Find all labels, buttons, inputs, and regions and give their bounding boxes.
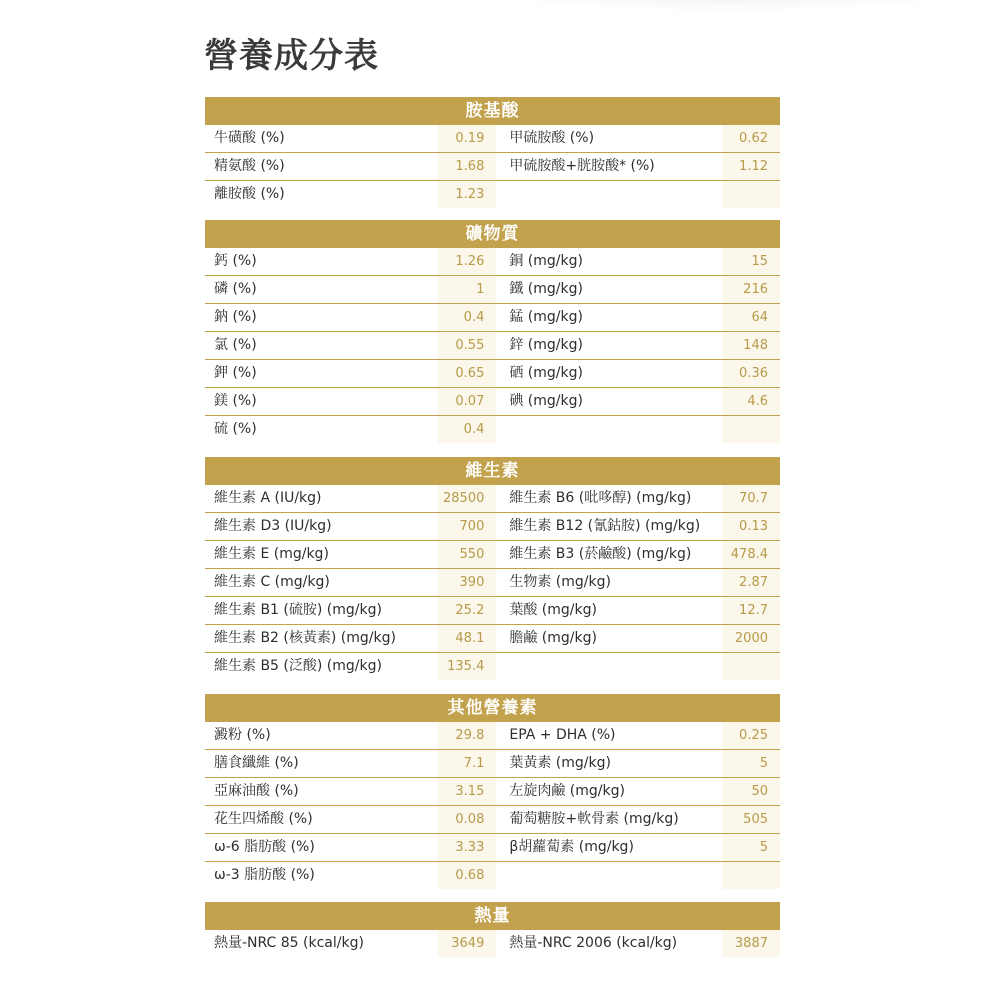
table-row (205, 625, 780, 653)
nutrient-value: 12.7 (722, 597, 780, 624)
table-row (205, 750, 780, 778)
nutrient-value: 216 (722, 276, 780, 303)
nutrient-value: 15 (722, 248, 780, 275)
table-row (205, 248, 780, 276)
nutrient-value: 0.65 (438, 360, 496, 387)
nutrient-label: 鋅 (mg/kg) (509, 337, 583, 353)
nutrient-value: 3887 (722, 930, 780, 957)
nutrient-value: 5 (722, 750, 780, 777)
nutrient-value: 0.4 (438, 304, 496, 331)
section-header-minerals: 礦物質 (205, 220, 780, 248)
table-row (205, 653, 780, 680)
nutrient-label: 鎂 (%) (214, 393, 257, 409)
nutrient-label: EPA + DHA (%) (509, 727, 616, 743)
nutrient-label: 鈣 (%) (214, 253, 257, 269)
nutrient-label: 葉酸 (mg/kg) (509, 602, 597, 618)
nutrient-label: 維生素 D3 (IU/kg) (214, 518, 332, 534)
nutrient-value: 135.4 (438, 653, 496, 680)
nutrient-label: 維生素 B2 (核黃素) (mg/kg) (214, 630, 396, 646)
section-header-others: 其他營養素 (205, 694, 780, 722)
nutrient-label: 維生素 B12 (氰鈷胺) (mg/kg) (509, 518, 701, 534)
nutrient-label: 維生素 B3 (菸鹼酸) (mg/kg) (509, 546, 692, 562)
top-shadow-decoration (470, 0, 990, 12)
nutrient-label (496, 862, 722, 889)
nutrient-label: β胡蘿蔔素 (mg/kg) (509, 839, 634, 855)
table-row (205, 360, 780, 388)
table-row (205, 125, 780, 153)
nutrient-label: 膽鹼 (mg/kg) (509, 630, 597, 646)
nutrient-label: 熱量-NRC 2006 (kcal/kg) (509, 935, 678, 951)
nutrient-label: 硒 (mg/kg) (509, 365, 583, 381)
table-row (205, 485, 780, 513)
table-row (205, 834, 780, 862)
nutrient-label: 甲硫胺酸 (%) (509, 130, 595, 146)
nutrient-label: 維生素 E (mg/kg) (214, 546, 329, 562)
nutrient-label (496, 416, 722, 443)
table-amino (205, 97, 780, 208)
nutrient-value: 50 (722, 778, 780, 805)
nutrient-value (722, 416, 780, 443)
table-row (205, 930, 780, 957)
table-minerals (205, 220, 780, 443)
nutrient-value: 1.23 (438, 181, 496, 208)
nutrient-label: 鈉 (%) (214, 309, 257, 325)
nutrient-value: 1.12 (722, 153, 780, 180)
nutrient-label (496, 653, 722, 680)
nutrient-value: 0.55 (438, 332, 496, 359)
nutrient-value (722, 862, 780, 889)
page-title: 營養成分表 (204, 36, 379, 76)
table-row (205, 332, 780, 360)
nutrient-value: 1.68 (438, 153, 496, 180)
table-row (205, 778, 780, 806)
nutrient-label: 精氨酸 (%) (214, 158, 285, 174)
nutrient-value: 0.68 (438, 862, 496, 889)
table-others (205, 694, 780, 889)
table-row (205, 862, 780, 889)
nutrient-value: 0.36 (722, 360, 780, 387)
section-header-vitamins: 維生素 (205, 457, 780, 485)
table-row (205, 513, 780, 541)
nutrient-value: 70.7 (722, 485, 780, 512)
section-header-energy: 熱量 (205, 902, 780, 930)
nutrient-value: 1 (438, 276, 496, 303)
nutrient-value: 2000 (722, 625, 780, 652)
table-row (205, 388, 780, 416)
nutrient-label: 維生素 B5 (泛酸) (mg/kg) (214, 658, 382, 674)
nutrient-label: 膳食纖維 (%) (214, 755, 299, 771)
nutrient-label: 甲硫胺酸+胱胺酸* (%) (509, 158, 655, 174)
table-row (205, 416, 780, 443)
nutrient-value: 0.13 (722, 513, 780, 540)
nutrient-label: 葉黃素 (mg/kg) (509, 755, 611, 771)
nutrient-label: 碘 (mg/kg) (509, 393, 583, 409)
table-row (205, 541, 780, 569)
nutrient-label (496, 181, 722, 208)
table-row (205, 806, 780, 834)
table-row (205, 569, 780, 597)
table-vitamins (205, 457, 780, 680)
table-row (205, 304, 780, 332)
nutrient-label: ω-6 脂肪酸 (%) (214, 839, 315, 855)
nutrient-value: 0.4 (438, 416, 496, 443)
table-energy (205, 902, 780, 957)
nutrient-value: 0.07 (438, 388, 496, 415)
nutrient-label: 離胺酸 (%) (214, 186, 285, 202)
nutrient-value: 0.62 (722, 125, 780, 152)
nutrient-label: 維生素 C (mg/kg) (214, 574, 330, 590)
nutrient-label: 鐵 (mg/kg) (509, 281, 583, 297)
nutrient-value (722, 653, 780, 680)
table-row (205, 276, 780, 304)
nutrient-label: 維生素 B1 (硫胺) (mg/kg) (214, 602, 382, 618)
nutrient-value: 3649 (438, 930, 496, 957)
nutrient-label: 硫 (%) (214, 421, 257, 437)
nutrient-label: 葡萄糖胺+軟骨素 (mg/kg) (509, 811, 679, 827)
nutrient-value: 148 (722, 332, 780, 359)
nutrient-value: 0.25 (722, 722, 780, 749)
nutrient-value: 28500 (438, 485, 496, 512)
nutrient-value: 0.08 (438, 806, 496, 833)
nutrient-label: 牛磺酸 (%) (214, 130, 285, 146)
nutrient-value: 4.6 (722, 388, 780, 415)
table-row (205, 181, 780, 208)
nutrient-value (722, 181, 780, 208)
nutrient-label: ω-3 脂肪酸 (%) (214, 867, 315, 883)
nutrient-value: 2.87 (722, 569, 780, 596)
nutrient-value: 478.4 (722, 541, 780, 568)
nutrient-value: 29.8 (438, 722, 496, 749)
nutrient-label: 熱量-NRC 85 (kcal/kg) (214, 935, 364, 951)
nutrient-label: 銅 (mg/kg) (509, 253, 583, 269)
nutrient-label: 維生素 B6 (吡哆醇) (mg/kg) (509, 490, 692, 506)
nutrient-value: 0.19 (438, 125, 496, 152)
nutrient-label: 磷 (%) (214, 281, 257, 297)
nutrient-label: 亞麻油酸 (%) (214, 783, 299, 799)
nutrient-value: 550 (438, 541, 496, 568)
nutrient-value: 25.2 (438, 597, 496, 624)
section-header-amino: 胺基酸 (205, 97, 780, 125)
nutrient-value: 48.1 (438, 625, 496, 652)
table-row (205, 153, 780, 181)
nutrient-label: 澱粉 (%) (214, 727, 271, 743)
nutrient-label: 維生素 A (IU/kg) (214, 490, 322, 506)
nutrient-label: 生物素 (mg/kg) (509, 574, 611, 590)
nutrient-label: 錳 (mg/kg) (509, 309, 583, 325)
nutrient-value: 3.33 (438, 834, 496, 861)
nutrient-label: 鉀 (%) (214, 365, 257, 381)
nutrient-value: 5 (722, 834, 780, 861)
nutrient-label: 氯 (%) (214, 337, 257, 353)
nutrient-value: 7.1 (438, 750, 496, 777)
table-row (205, 597, 780, 625)
nutrient-value: 505 (722, 806, 780, 833)
nutrient-label: 左旋肉鹼 (mg/kg) (509, 783, 625, 799)
nutrient-value: 64 (722, 304, 780, 331)
nutrient-value: 3.15 (438, 778, 496, 805)
nutrient-value: 1.26 (438, 248, 496, 275)
nutrient-value: 390 (438, 569, 496, 596)
table-row (205, 722, 780, 750)
nutrient-label: 花生四烯酸 (%) (214, 811, 313, 827)
nutrient-value: 700 (438, 513, 496, 540)
